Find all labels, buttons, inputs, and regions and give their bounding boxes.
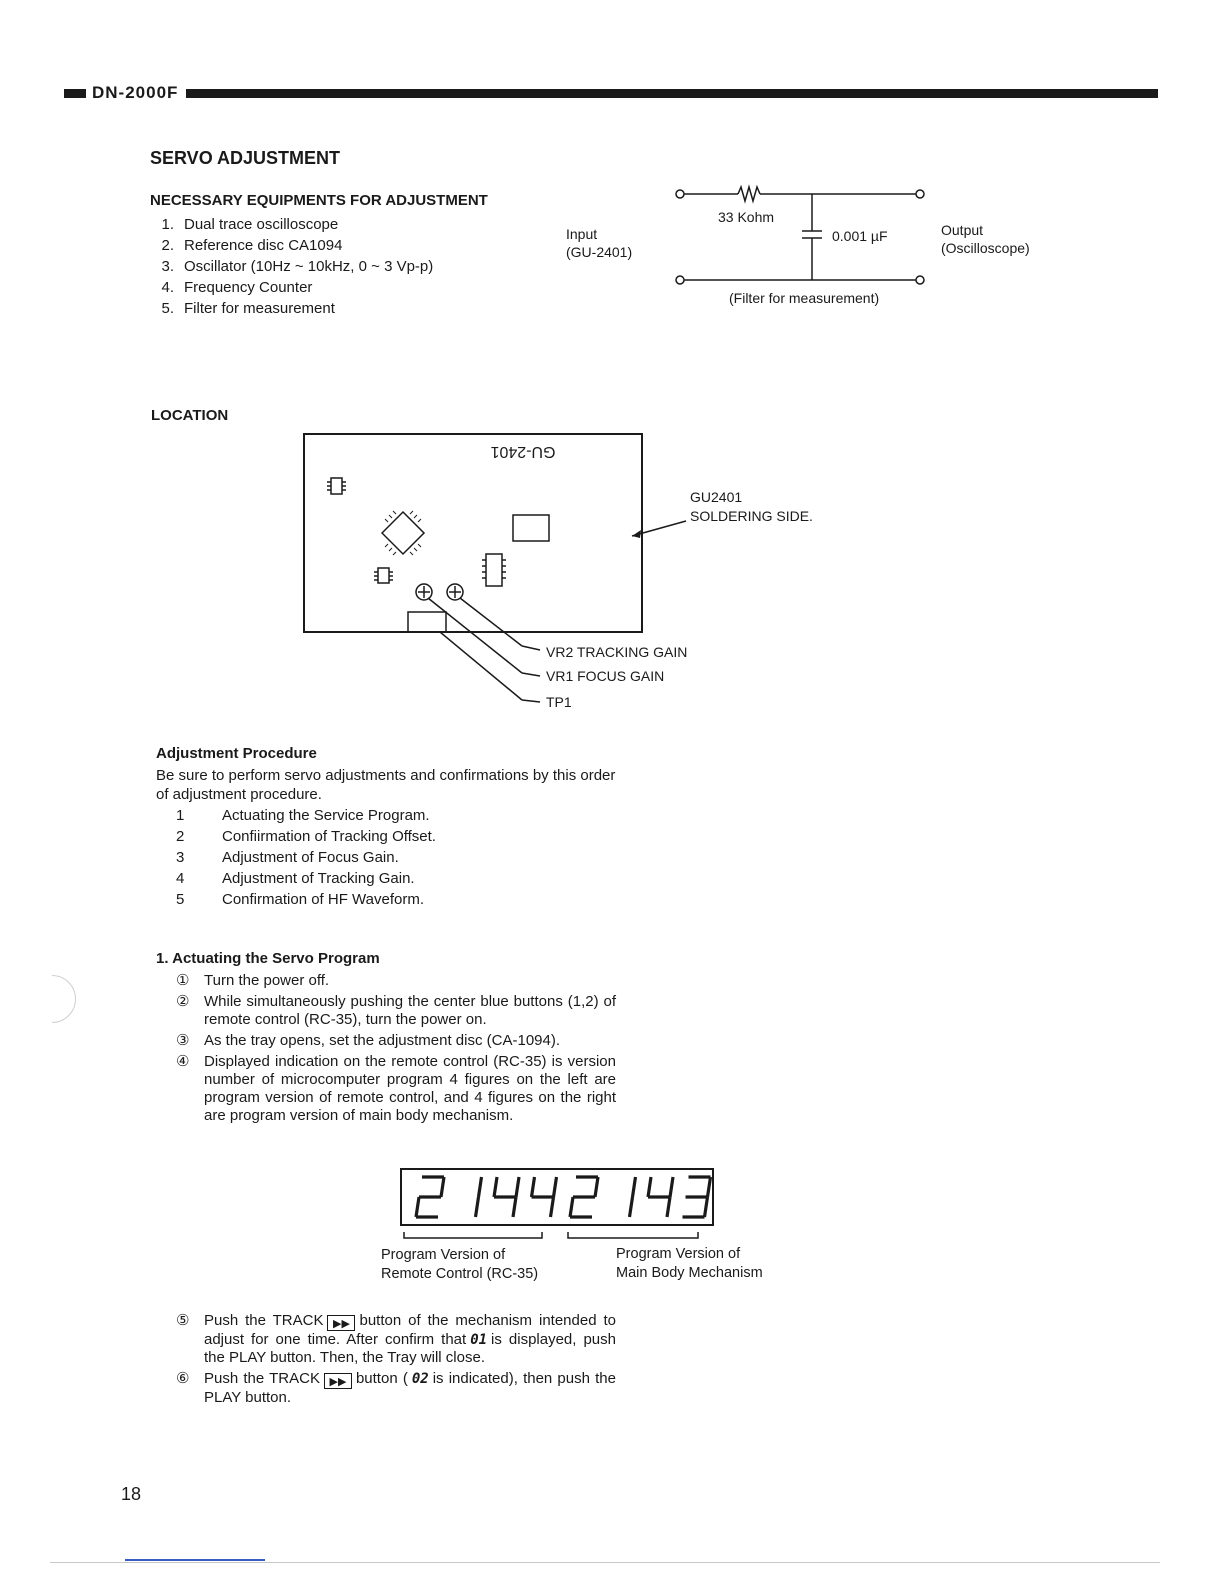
code-02: 02 <box>411 1371 429 1387</box>
digit-4-segment-e <box>570 1197 573 1217</box>
gu2401-label: GU2401 <box>690 489 743 505</box>
right-caption-line1: Program Version of <box>616 1246 741 1262</box>
digit-2-segment-f <box>494 1177 497 1197</box>
digit-7-segment-b <box>708 1177 711 1197</box>
soldering-side-label: SOLDERING SIDE. <box>690 508 813 524</box>
digit-1-segment-b <box>479 1177 482 1197</box>
digit-0-segment-e <box>416 1197 419 1217</box>
track-forward-icon: ▶▶ <box>324 1373 352 1389</box>
filter-circuit-diagram <box>670 180 930 290</box>
list-item: ⑤ Push the TRACK ▶▶ button of the mechanism intended to adjust for one time. After confirm that 01 is displayed, push the PLAY button. Then, the Tray will close. <box>176 1312 616 1366</box>
page-header <box>64 83 1158 102</box>
digit-5-segment-b <box>633 1177 636 1197</box>
digit-2-segment-b <box>516 1177 519 1197</box>
capacitor-label: 0.001 µF <box>832 228 888 244</box>
procedure-intro: Be sure to perform servo adjustments and confirmations by this order of adjustment procedure. <box>156 767 616 803</box>
left-caption-line2: Remote Control (RC-35) <box>381 1266 539 1282</box>
procedure-list <box>158 805 436 910</box>
model-name: DN-2000F <box>92 83 179 102</box>
digit-6-segment-b <box>670 1177 673 1197</box>
display-brackets <box>398 1230 718 1244</box>
equipment-heading: NECESSARY EQUIPMENTS FOR ADJUSTMENT <box>150 192 488 209</box>
version-display <box>400 1168 714 1226</box>
list-item: ② While simultaneously pushing the center blue buttons (1,2) of remote control (RC-35), turn the power on. <box>176 993 616 1028</box>
digit-4-segment-b <box>595 1177 598 1197</box>
digit-1-segment-c <box>476 1197 479 1217</box>
page-number: 18 <box>121 1484 142 1504</box>
list-item: 3. Oscillator (10Hz ~ 10kHz, 0 ~ 3 Vp-p) <box>161 258 434 275</box>
header-rule <box>186 89 1158 98</box>
right-caption-line2: Main Body Mechanism <box>616 1265 763 1281</box>
list-item: 1. Dual trace oscilloscope <box>161 216 339 233</box>
filter-input-sub: (GU-2401) <box>566 244 633 260</box>
digit-3-segment-c <box>551 1197 554 1217</box>
track-forward-icon: ▶▶ <box>327 1315 355 1331</box>
step-six <box>156 1370 616 1407</box>
digit-7-segment-c <box>705 1197 708 1217</box>
digit-3-segment-b <box>554 1177 557 1197</box>
digit-3-segment-f <box>532 1177 535 1197</box>
actuating-steps <box>156 972 616 1125</box>
list-item: ⑥ Push the TRACK ▶▶ button ( 02 is indicated), then push the PLAY button. <box>176 1370 616 1406</box>
page-title: SERVO ADJUSTMENT <box>150 148 341 168</box>
filter-input-label: Input <box>566 226 598 242</box>
pcb-board-text: GU-2401 <box>490 443 556 460</box>
bottom-rule <box>50 1562 1160 1563</box>
location-heading: LOCATION <box>151 407 229 424</box>
list-item: ① Turn the power off. <box>176 972 330 989</box>
filter-caption: (Filter for measurement) <box>729 290 880 306</box>
left-caption-line1: Program Version of <box>381 1247 506 1263</box>
bottom-accent-rule <box>125 1559 265 1561</box>
digit-6-segment-f <box>648 1177 651 1197</box>
list-item: 2 Confiirmation of Tracking Offset. <box>176 828 436 845</box>
list-item: 2. Reference disc CA1094 <box>161 237 343 254</box>
vr2-callout: VR2 TRACKING GAIN <box>546 644 688 660</box>
filter-output-sub: (Oscilloscope) <box>941 240 1030 256</box>
list-item: 5 Confirmation of HF Waveform. <box>176 891 424 908</box>
equipment-list <box>148 214 433 319</box>
digit-6-segment-c <box>667 1197 670 1217</box>
code-01: 01 <box>470 1332 488 1348</box>
hole-punch-mark <box>28 975 76 1023</box>
digit-5-segment-c <box>630 1197 633 1217</box>
list-item: ④ Displayed indication on the remote control (RC-35) is version number of microcomputer program 4 figures on the left are program version of remote control, and 4 figures on the right are program version of main body mechanism. <box>176 1053 616 1124</box>
list-item: 1 Actuating the Service Program. <box>176 807 430 824</box>
list-item: 4. Frequency Counter <box>161 279 313 296</box>
list-item: 4 Adjustment of Tracking Gain. <box>176 870 415 887</box>
list-item: ③ As the tray opens, set the adjustment disc (CA-1094). <box>176 1032 561 1049</box>
digit-2-segment-c <box>513 1197 516 1217</box>
list-item: 3 Adjustment of Focus Gain. <box>176 849 399 866</box>
seven-segment-digits <box>402 1170 712 1224</box>
resistor-label: 33 Kohm <box>718 209 775 225</box>
filter-output-label: Output <box>941 222 984 238</box>
actuating-heading: 1. Actuating the Servo Program <box>156 950 380 967</box>
tp1-callout: TP1 <box>546 694 572 710</box>
header-block-mark <box>64 89 86 98</box>
vr1-callout: VR1 FOCUS GAIN <box>546 668 665 684</box>
step-five <box>156 1312 616 1367</box>
digit-0-segment-b <box>441 1177 444 1197</box>
list-item: 5. Filter for measurement <box>161 300 335 317</box>
procedure-heading: Adjustment Procedure <box>156 745 317 762</box>
